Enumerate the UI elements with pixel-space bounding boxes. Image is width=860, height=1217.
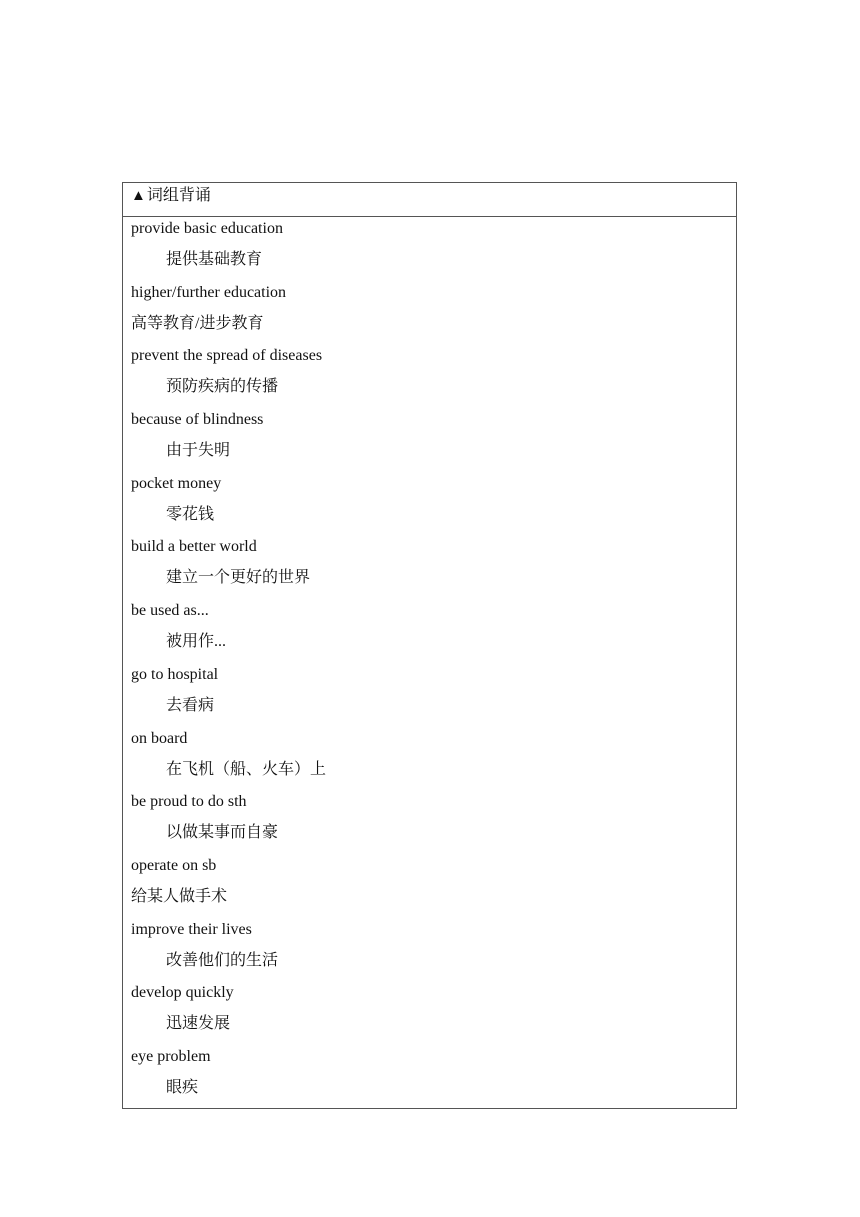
list-item — [131, 1046, 736, 1110]
phrase-text: improve their lives — [131, 920, 252, 938]
meaning-text: 迅速发展 — [166, 1015, 231, 1033]
list-item — [131, 473, 736, 537]
phrase-text: on board — [131, 729, 188, 747]
list-item — [131, 919, 736, 983]
table-header — [123, 183, 736, 217]
meaning-text: 高等教育/进步教育 — [131, 314, 264, 332]
phrase-text: because of blindness — [131, 411, 264, 429]
list-item — [131, 409, 736, 473]
phrase-text: eye problem — [131, 1047, 211, 1065]
phrase-text: higher/further education — [131, 283, 287, 301]
phrase-text: prevent the spread of diseases — [131, 347, 323, 365]
list-item — [131, 664, 736, 728]
list-item — [131, 728, 736, 792]
phrase-text: be used as... — [131, 602, 209, 620]
meaning-text: 给某人做手术 — [131, 887, 228, 905]
phrase-text: build a better world — [131, 538, 257, 556]
phrase-text: provide basic education — [131, 220, 283, 237]
list-item — [131, 536, 736, 600]
list-item — [131, 345, 736, 409]
list-item — [131, 855, 736, 919]
phrase-text: operate on sb — [131, 856, 217, 874]
meaning-text: 提供基础教育 — [166, 251, 263, 268]
list-item — [131, 218, 736, 282]
meaning-text: 建立一个更好的世界 — [166, 569, 311, 587]
phrase-list — [123, 217, 736, 1110]
meaning-text: 眼疾 — [166, 1078, 199, 1096]
list-item — [131, 600, 736, 664]
phrase-text: pocket money — [131, 474, 222, 492]
meaning-text: 零花钱 — [166, 505, 215, 523]
list-item — [131, 791, 736, 855]
phrase-text: go to hospital — [131, 665, 219, 683]
phrase-text: develop quickly — [131, 984, 234, 1002]
meaning-text: 去看病 — [166, 696, 215, 714]
meaning-text: 预防疾病的传播 — [166, 378, 279, 396]
meaning-text: 在飞机（船、火车）上 — [166, 760, 327, 778]
list-item — [131, 282, 736, 346]
triangle-marker-icon: ▲ — [131, 188, 146, 204]
meaning-text: 以做某事而自豪 — [166, 824, 279, 842]
meaning-text: 改善他们的生活 — [166, 951, 279, 969]
phrase-table — [122, 182, 737, 1109]
table-title: 词组背诵 — [146, 187, 211, 204]
phrase-text: be proud to do sth — [131, 793, 247, 811]
meaning-text: 由于失明 — [166, 442, 231, 460]
list-item — [131, 982, 736, 1046]
meaning-text: 被用作... — [166, 633, 227, 651]
